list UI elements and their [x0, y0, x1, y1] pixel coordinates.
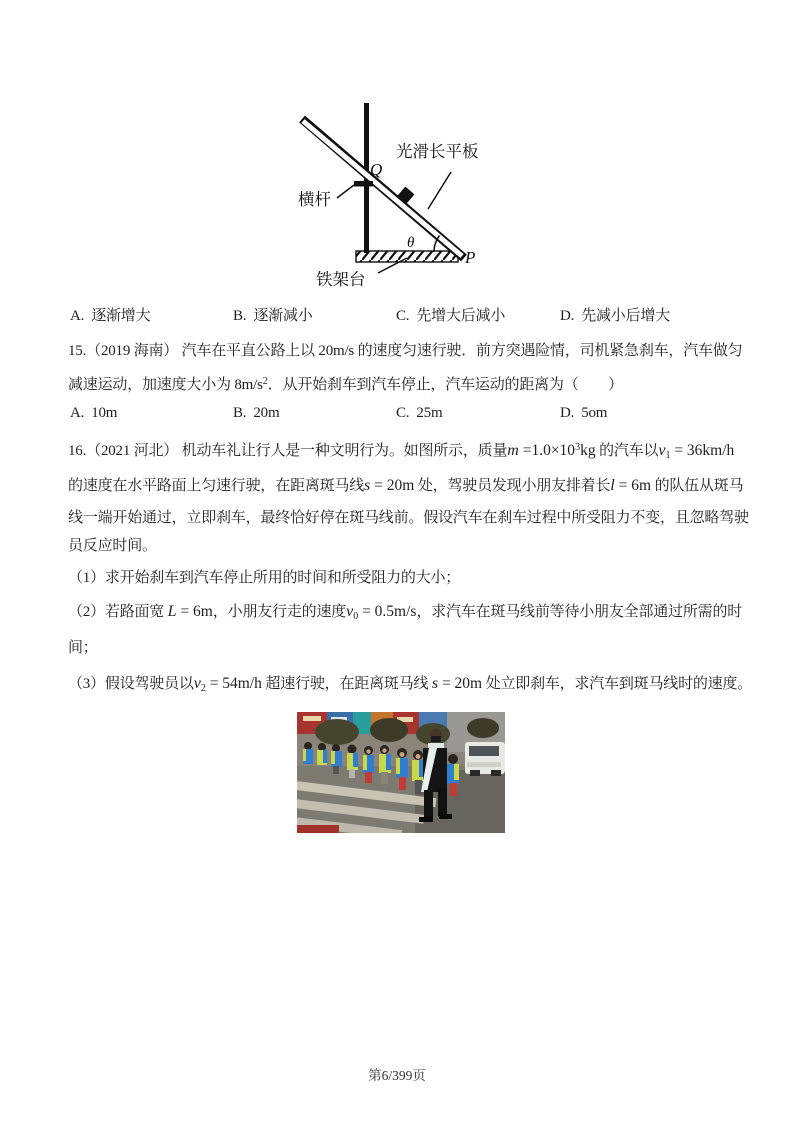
option-d-text: 先减小后增大 — [581, 308, 670, 324]
q16-text-line-3: 线一端开始通过，立即刹车，最终恰好停在斑马线前。假设汽车在刹车过程中所受阻力不变，且忽略驾驶 — [68, 510, 749, 526]
crossbar-bar — [354, 181, 373, 187]
q15-option-d-text: 5om — [581, 405, 608, 421]
q15-option-c — [396, 403, 442, 423]
q16-text-line-2: 的速度在水平路面上匀速行驶，在距离斑马线s = 20m 处，驾驶员发现小朋友排着长l = 6m 的队伍从斑马 — [68, 477, 744, 494]
q15-option-b-key: B. — [233, 405, 247, 421]
option-c-text: 先增大后减小 — [416, 308, 506, 324]
q15-option-a — [70, 403, 117, 423]
option-a — [70, 306, 150, 326]
page-number: 第6/399页 — [368, 1068, 426, 1083]
board-label: 光滑长平板 — [396, 142, 479, 161]
point-q-label: Q — [370, 160, 383, 179]
angle-theta-label: θ — [407, 235, 415, 251]
point-p-label: P — [465, 248, 476, 267]
option-b — [233, 306, 313, 326]
q15-option-c-key: C. — [396, 405, 410, 421]
option-d — [560, 306, 670, 326]
crosswalk-photo — [297, 712, 505, 833]
figure-inclined-board — [290, 95, 510, 300]
q15-option-d-key: D. — [560, 405, 575, 421]
option-c — [396, 306, 505, 326]
q15-option-b — [233, 403, 279, 423]
q15-option-a-text: 10m — [91, 405, 118, 421]
stand-base — [356, 251, 458, 262]
q15-option-c-text: 25m — [416, 405, 443, 421]
stand-label: 铁架台 — [316, 270, 366, 289]
crossbar-label: 横杆 — [298, 190, 331, 209]
option-a-key: A. — [70, 308, 85, 324]
q15-text-line-1: 15.（2019 海南） 汽车在平直公路上以 20m/s 的速度匀速行驶．前方突遇险情，司机紧急刹车，汽车做匀 — [68, 343, 743, 359]
crosswalk-photo-svg — [297, 712, 505, 833]
q16-text-line-4: 员反应时间。 — [68, 538, 157, 554]
crossbar-pointer-line — [337, 185, 354, 198]
board-pointer-line — [428, 172, 451, 209]
q16-subquestion-3: （3）假设驾驶员以$v_2 = 54m/h$ 超速行驶，在距离斑马线 s = 20m 处立即刹车，求汽车到斑马线时的速度。 — [68, 675, 753, 694]
option-b-key: B. — [233, 308, 247, 324]
option-d-key: D. — [560, 308, 575, 324]
option-c-key: C. — [396, 308, 410, 324]
option-b-text: 逐渐减小 — [253, 308, 313, 324]
white-car — [465, 742, 505, 776]
q15-option-d — [560, 403, 607, 423]
physics-diagram-svg — [290, 95, 510, 300]
q15-text-line-2: 减速运动，加速度大小为 $8m/s^2$．从开始刹车到汽车停止，汽车运动的距离为（ ） — [68, 376, 623, 393]
q15-option-a-key: A. — [70, 405, 85, 421]
q16-subquestion-2-line-2: 间； — [68, 640, 98, 656]
q15-option-b-text: 20m — [253, 405, 280, 421]
q16-text-line-1: 16.（2021 河北） 机动车礼让行人是一种文明行为。如图所示，质量$m =1.0\times 10^3kg$ 的汽车以$v_1 = 36km/h$ — [68, 442, 735, 461]
q16-subquestion-2-line-1: （2）若路面宽 L = 6m，小朋友行走的速度$v_0 = 0.5m/s$，求汽车在斑马线前等待小朋友全部通过所需的时 — [68, 603, 743, 622]
q16-subquestion-1: （1）求开始刹车到汽车停止所用的时间和所受阻力的大小； — [68, 570, 461, 586]
option-a-text: 逐渐增大 — [91, 308, 151, 324]
